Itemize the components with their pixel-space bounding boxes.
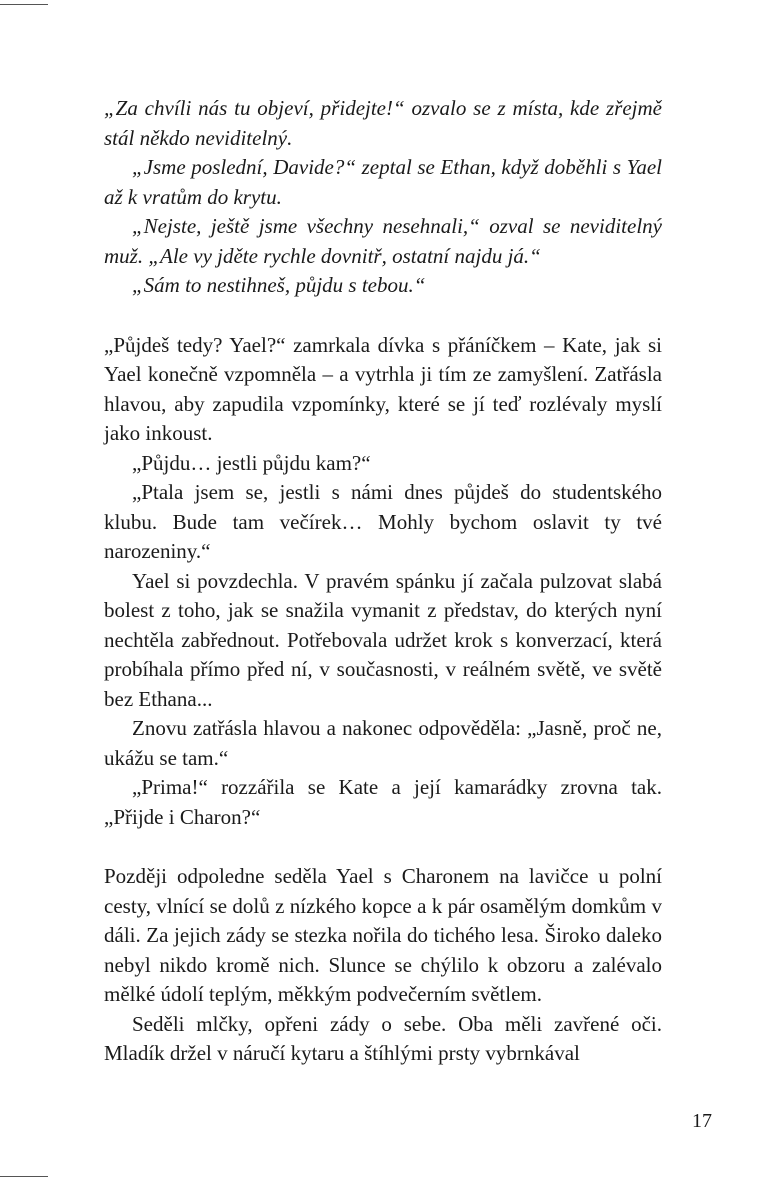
italic-paragraph-3: „Nejste, ještě jsme všechny nesehnali,“ ozval se neviditelný muž. „Ale vy jděte rychle dovnitř, ostatní najdu já.“ <box>104 214 662 268</box>
paragraph-yael-reply: „Půjdu… jestli půjdu kam?“ <box>132 450 371 475</box>
paragraph-silence: Seděli mlčky, opřeni zády o sebe. Oba měli zavřené oči. Mladík držel v náručí kytaru a štíhlými prsty vybrnkával <box>104 1011 662 1065</box>
section-break <box>104 301 662 331</box>
paragraph-yael-answer: Znovu zatřásla hlavou a nakonec odpověděla: „Jasně, proč ne, ukážu se tam.“ <box>104 716 662 770</box>
paragraph-kate-club: „Ptala jsem se, jestli s námi dnes půjdeš do studentského klubu. Bude tam večírek… Mohly bychom oslavit ty tvé narozeniny.“ <box>104 480 662 563</box>
page-number: 17 <box>692 1110 712 1132</box>
crop-mark-top <box>0 4 48 5</box>
section-break <box>104 832 662 862</box>
paragraph-kate-question: „Půjdeš tedy? Yael?“ zamrkala dívka s přáníčkem – Kate, jak si Yael konečně vzpomněla – a vytrhla ji tím ze zamyšlení. Zatřásla hlavou, aby zapudila vzpomínky, které se jí teď rozlévaly myslí jako inkoust. <box>104 332 662 445</box>
paragraph-yael-sigh: Yael si povzdechla. V pravém spánku jí začala pulzovat slabá bolest z toho, jak se snažila vymanit z představ, do kterých nyní nechtěla zabřednout. Potřebovala udržet krok s konverzací, která probíhala přímo před ní, v současnosti, v reálném světě, ve světě bez Ethana... <box>104 568 662 711</box>
italic-paragraph-1: „Za chvíli nás tu objeví, přidejte!“ ozvalo se z místa, kde zřejmě stál někdo neviditelný. <box>104 96 662 150</box>
paragraph-kate-prima: „Prima!“ rozzářila se Kate a její kamarádky zrovna tak. „Přijde i Charon?“ <box>104 775 662 829</box>
page-body-text <box>104 94 662 1069</box>
italic-paragraph-4: „Sám to nestihneš, půjdu s tebou.“ <box>132 273 426 297</box>
paragraph-afternoon: Později odpoledne seděla Yael s Charonem na lavičce u polní cesty, vlnící se dolů z nízkého kopce a k pár osamělým domkům v dáli. Za jejich zády se stezka nořila do tichého lesa. Široko daleko nebyl nikdo kromě nich. Slunce se chýlilo k obzoru a zalévalo mělké údolí teplým, měkkým podvečerním světlem. <box>104 864 662 1006</box>
crop-mark-bottom <box>0 1176 48 1177</box>
italic-paragraph-2: „Jsme poslední, Davide?“ zeptal se Ethan, když doběhli s Yael až k vratům do krytu. <box>104 155 662 209</box>
